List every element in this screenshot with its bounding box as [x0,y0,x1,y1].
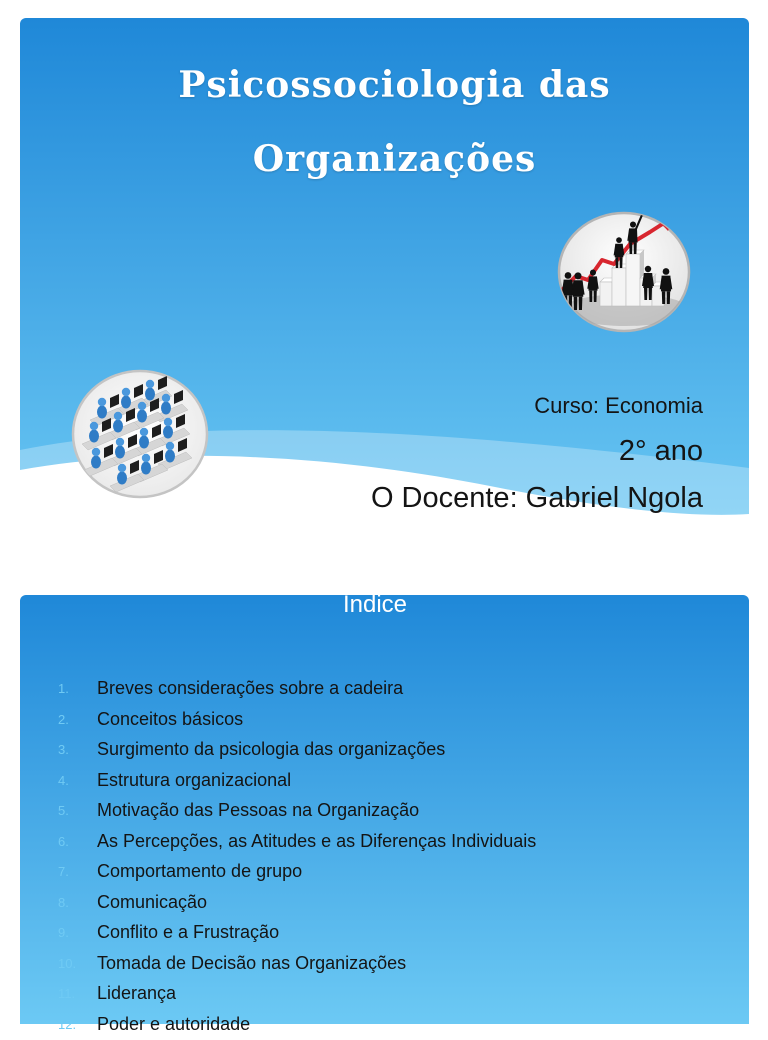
list-item-text: Comunicação [97,891,208,912]
index-list-item [20,704,749,735]
index-list-item [20,887,749,918]
list-item-text: Liderança [97,983,177,1004]
list-item-number: 4. [58,772,69,788]
index-list [20,673,749,1035]
index-slide [20,591,749,1035]
list-item-number: 6. [58,833,69,849]
index-title: Índice [342,591,408,618]
list-item-number: 3. [58,742,69,758]
list-item-text: As Percepções, as Atitudes e as Diferenças Individuais [97,830,537,851]
list-item-number: 11. [58,986,76,1002]
title-slide [20,18,749,545]
list-item-text: Conceitos básicos [97,708,244,729]
index-list-item [20,795,749,826]
slide-title-line-2: Organizações [252,138,537,180]
list-item-number: 8. [58,894,69,910]
list-item-number: 7. [58,864,69,880]
list-item-text: Surgimento da psicologia das organizações [97,739,446,760]
list-item-number: 1. [58,681,69,696]
index-list-item [20,826,749,857]
list-item-text: Motivação das Pessoas na Organização [97,800,420,821]
list-item-text: Conflito e a Frustração [97,922,280,943]
year-label: 2° ano [618,435,703,467]
index-list-item [20,917,749,948]
slide-title-line-1: Psicossociologia das [178,64,611,106]
list-item-text: Breves considerações sobre a cadeira [97,678,404,698]
index-list-item [20,978,749,1009]
list-item-text: Comportamento de grupo [97,861,303,882]
list-item-number: 12. [58,1017,77,1033]
index-list-item [20,856,749,887]
index-list-item [20,765,749,796]
index-list-item [20,1009,749,1035]
index-list-item [20,673,749,704]
list-item-text: Tomada de Decisão nas Organizações [97,952,407,973]
list-item-text: Poder e autoridade [97,1014,251,1035]
index-list-item [20,734,749,765]
list-item-number: 5. [58,803,69,819]
list-item-number: 9. [58,925,69,941]
list-item-number: 10. [58,955,77,971]
computer-lab-image [70,368,210,500]
business-growth-image [556,210,692,334]
course-label: Curso: Economia [534,393,703,418]
teacher-label: O Docente: Gabriel Ngola [370,482,703,514]
list-item-number: 2. [58,711,69,727]
list-item-text: Estrutura organizacional [97,769,292,790]
index-list-item [20,948,749,979]
